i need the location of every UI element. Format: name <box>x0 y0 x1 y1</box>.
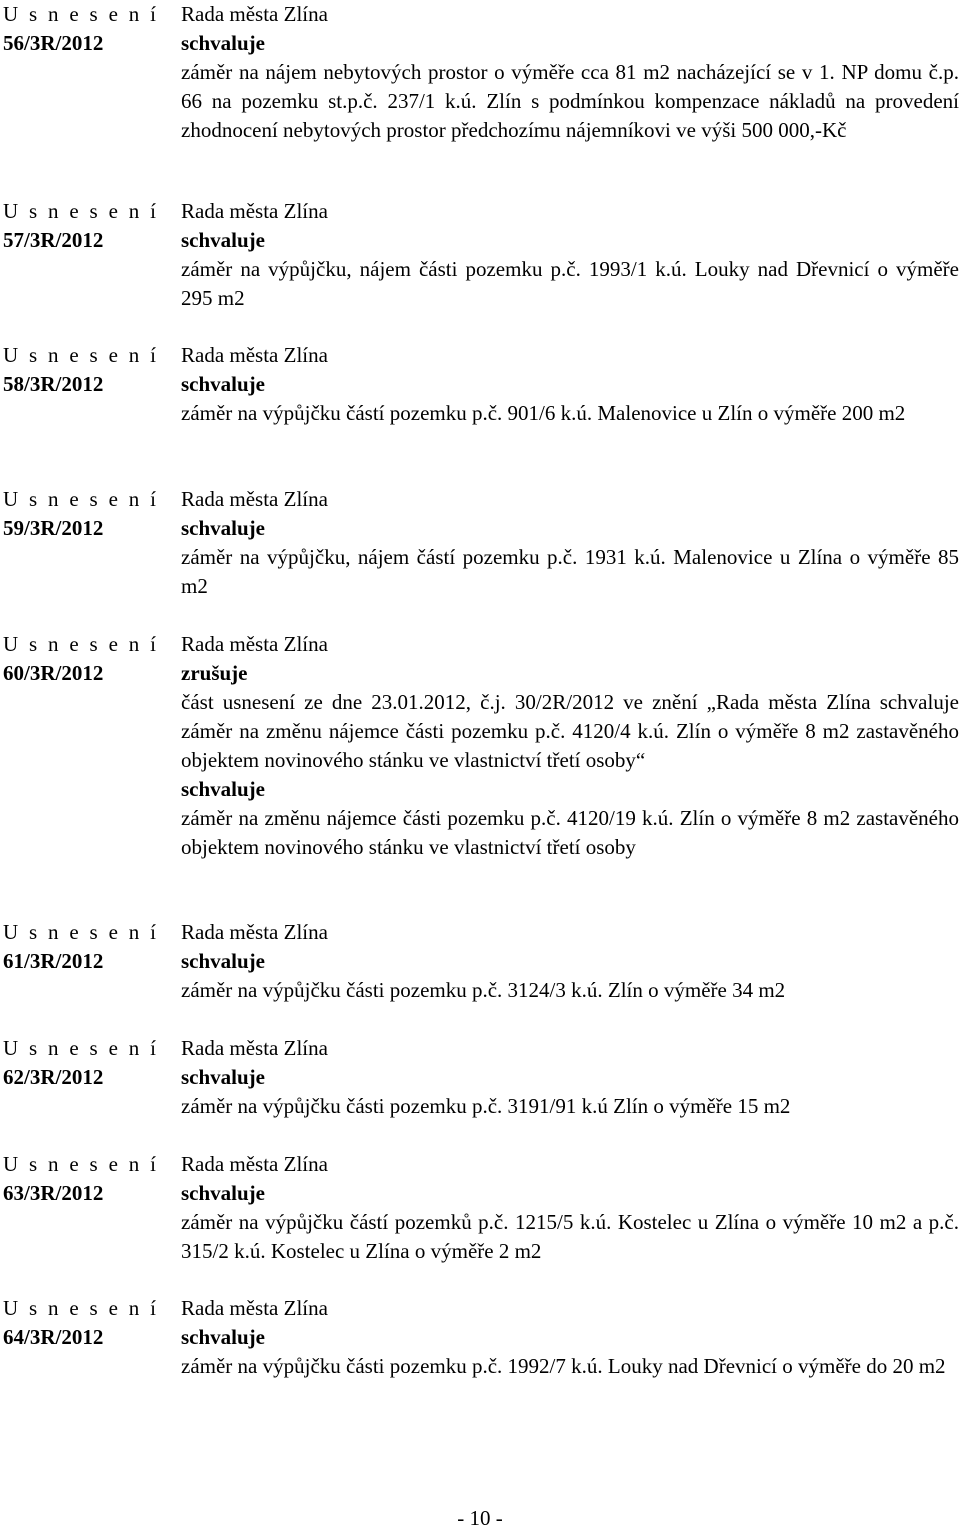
resolution-content <box>181 630 959 862</box>
council-name: Rada města Zlína <box>181 1152 328 1176</box>
resolution-number: 56/3R/2012 <box>3 31 104 55</box>
resolution-label <box>3 197 168 255</box>
resolution-action: schvaluje <box>181 516 265 540</box>
resolution-text: část usnesení ze dne 23.01.2012, č.j. 30/2R/2012 ve znění „Rada města Zlína schvaluje záměr na změnu nájemce části pozemku p.č. 4120/4 k.ú. Zlín o výměře 8 m2 zastavěného objektem novinového stánku ve vlastnictví třetí osoby“ <box>181 690 959 772</box>
resolution-action: schvaluje <box>181 372 265 396</box>
resolution-word: U s n e s e n í <box>3 920 159 944</box>
resolution-label <box>3 0 168 58</box>
council-name: Rada města Zlína <box>181 2 328 26</box>
resolution-action-secondary: schvaluje <box>181 777 265 801</box>
council-name: Rada města Zlína <box>181 1296 328 1320</box>
resolution-label <box>3 1150 168 1208</box>
resolution-label <box>3 1294 168 1352</box>
resolution-word: U s n e s e n í <box>3 1036 159 1060</box>
resolution-text: záměr na výpůjčku, nájem částí pozemku p.č. 1931 k.ú. Malenovice u Zlína o výměře 85 m2 <box>181 545 959 598</box>
resolution-text-secondary: záměr na změnu nájemce části pozemku p.č. 4120/19 k.ú. Zlín o výměře 8 m2 zastavěného objektem novinového stánku ve vlastnictví třetí osoby <box>181 806 959 859</box>
resolution-word: U s n e s e n í <box>3 1152 159 1176</box>
resolution-content <box>181 485 959 601</box>
council-name: Rada města Zlína <box>181 1036 328 1060</box>
resolution-action: schvaluje <box>181 1325 265 1349</box>
resolution-text: záměr na výpůjčku části pozemku p.č. 1992/7 k.ú. Louky nad Dřevnicí o výměře do 20 m2 <box>181 1354 946 1378</box>
resolution-text: záměr na výpůjčku, nájem části pozemku p.č. 1993/1 k.ú. Louky nad Dřevnicí o výměře 295 m2 <box>181 257 959 310</box>
resolution-text: záměr na nájem nebytových prostor o výměře cca 81 m2 nacházející se v 1. NP domu č.p. 66 na pozemku st.p.č. 237/1 k.ú. Zlín s podmínkou kompenzace nákladů na provedení zhodnocení nebytových prostor předchozímu nájemníkovi ve výši 500 000,-Kč <box>181 60 959 142</box>
resolution-label <box>3 630 168 688</box>
resolution-number: 61/3R/2012 <box>3 949 104 973</box>
resolution-text: záměr na výpůjčku části pozemku p.č. 3124/3 k.ú. Zlín o výměře 34 m2 <box>181 978 786 1002</box>
council-name: Rada města Zlína <box>181 920 328 944</box>
resolution-word: U s n e s e n í <box>3 632 159 656</box>
resolution-content <box>181 918 959 1005</box>
resolution-action: schvaluje <box>181 1181 265 1205</box>
resolution-action: zrušuje <box>181 661 248 685</box>
resolution-number: 64/3R/2012 <box>3 1325 104 1349</box>
resolution-word: U s n e s e n í <box>3 1296 159 1320</box>
resolution-content <box>181 1034 959 1121</box>
resolution-word: U s n e s e n í <box>3 199 159 223</box>
resolution-word: U s n e s e n í <box>3 2 159 26</box>
resolution-content <box>181 1150 959 1266</box>
council-name: Rada města Zlína <box>181 487 328 511</box>
resolution-content <box>181 0 959 145</box>
resolution-content <box>181 1294 959 1381</box>
resolution-label <box>3 341 168 399</box>
resolution-content <box>181 197 959 313</box>
resolution-word: U s n e s e n í <box>3 343 159 367</box>
resolution-label <box>3 918 168 976</box>
resolution-label <box>3 485 168 543</box>
resolution-action: schvaluje <box>181 31 265 55</box>
resolution-action: schvaluje <box>181 1065 265 1089</box>
council-name: Rada města Zlína <box>181 343 328 367</box>
resolution-number: 60/3R/2012 <box>3 661 104 685</box>
resolution-action: schvaluje <box>181 228 265 252</box>
resolution-label <box>3 1034 168 1092</box>
resolution-number: 58/3R/2012 <box>3 372 104 396</box>
resolution-content <box>181 341 959 428</box>
resolution-text: záměr na výpůjčku částí pozemku p.č. 901/6 k.ú. Malenovice u Zlín o výměře 200 m2 <box>181 401 906 425</box>
resolution-number: 59/3R/2012 <box>3 516 104 540</box>
resolution-number: 62/3R/2012 <box>3 1065 104 1089</box>
resolution-number: 63/3R/2012 <box>3 1181 104 1205</box>
council-name: Rada města Zlína <box>181 632 328 656</box>
page-number: - 10 - <box>457 1506 503 1530</box>
resolution-word: U s n e s e n í <box>3 487 159 511</box>
resolution-action: schvaluje <box>181 949 265 973</box>
resolution-text: záměr na výpůjčku částí pozemků p.č. 1215/5 k.ú. Kostelec u Zlína o výměře 10 m2 a p.č. 315/2 k.ú. Kostelec u Zlína o výměře 2 m2 <box>181 1210 959 1263</box>
council-name: Rada města Zlína <box>181 199 328 223</box>
resolution-number: 57/3R/2012 <box>3 228 104 252</box>
resolution-text: záměr na výpůjčku části pozemku p.č. 3191/91 k.ú Zlín o výměře 15 m2 <box>181 1094 791 1118</box>
